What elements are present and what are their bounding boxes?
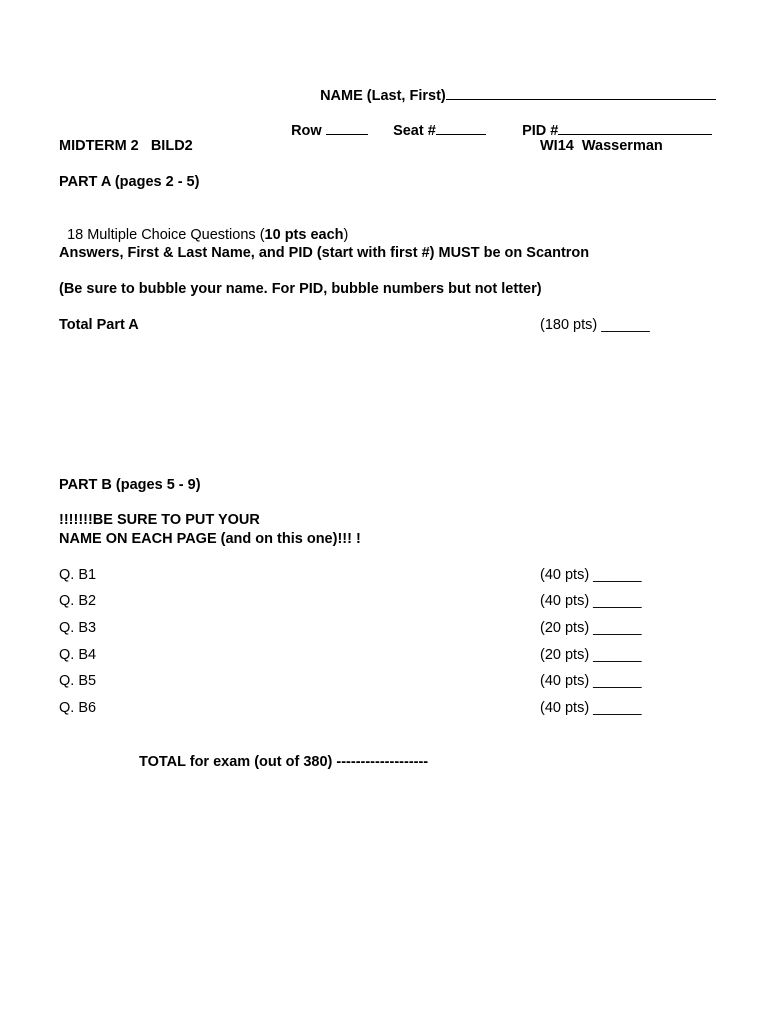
question-points: (20 pts) ______	[540, 647, 642, 663]
part-a-total-label: Total Part A	[59, 317, 139, 333]
question-label: Q. B5	[59, 673, 97, 689]
row-label: Row	[291, 123, 322, 139]
row-line	[283, 101, 368, 140]
question-points: (40 pts) ______	[540, 593, 642, 609]
question-points: (40 pts) ______	[540, 700, 642, 716]
pid-line	[514, 101, 712, 140]
questions-points-each: 10 pts each	[264, 227, 344, 243]
part-a-questions-line	[59, 208, 348, 244]
question-label: Q. B3	[59, 620, 97, 636]
exam-total: TOTAL for exam (out of 380) -------------------	[139, 754, 429, 770]
seat-blank[interactable]	[436, 119, 486, 135]
name-line	[312, 66, 716, 105]
questions-prefix: 18 Multiple Choice Questions (	[67, 227, 265, 243]
name-blank[interactable]	[446, 84, 716, 100]
question-label: Q. B6	[59, 700, 97, 716]
term-instructor: WI14 Wasserman	[540, 138, 663, 154]
question-points: (40 pts) ______	[540, 567, 642, 583]
question-points: (20 pts) ______	[540, 620, 642, 636]
part-a-total-points: (180 pts) ______	[540, 317, 650, 333]
part-b-warning-line2: NAME ON EACH PAGE (and on this one)!!! !	[59, 531, 361, 547]
name-label: NAME (Last, First)	[320, 88, 446, 104]
pid-blank[interactable]	[558, 119, 712, 135]
row-blank[interactable]	[326, 119, 368, 135]
seat-line	[385, 101, 486, 140]
pid-label: PID #	[522, 123, 559, 139]
question-points: (40 pts) ______	[540, 673, 642, 689]
part-b-heading: PART B (pages 5 - 9)	[59, 477, 201, 493]
part-a-heading: PART A (pages 2 - 5)	[59, 174, 200, 190]
bubble-note: (Be sure to bubble your name. For PID, bubble numbers but not letter)	[59, 281, 542, 297]
question-label: Q. B4	[59, 647, 97, 663]
seat-label: Seat #	[393, 123, 436, 139]
exam-title: MIDTERM 2 BILD2	[59, 138, 193, 154]
questions-suffix: )	[343, 227, 349, 243]
question-label: Q. B1	[59, 567, 97, 583]
part-b-warning-line1: !!!!!!!BE SURE TO PUT YOUR	[59, 512, 260, 528]
question-label: Q. B2	[59, 593, 97, 609]
scantron-note: Answers, First & Last Name, and PID (start with first #) MUST be on Scantron	[59, 245, 590, 261]
